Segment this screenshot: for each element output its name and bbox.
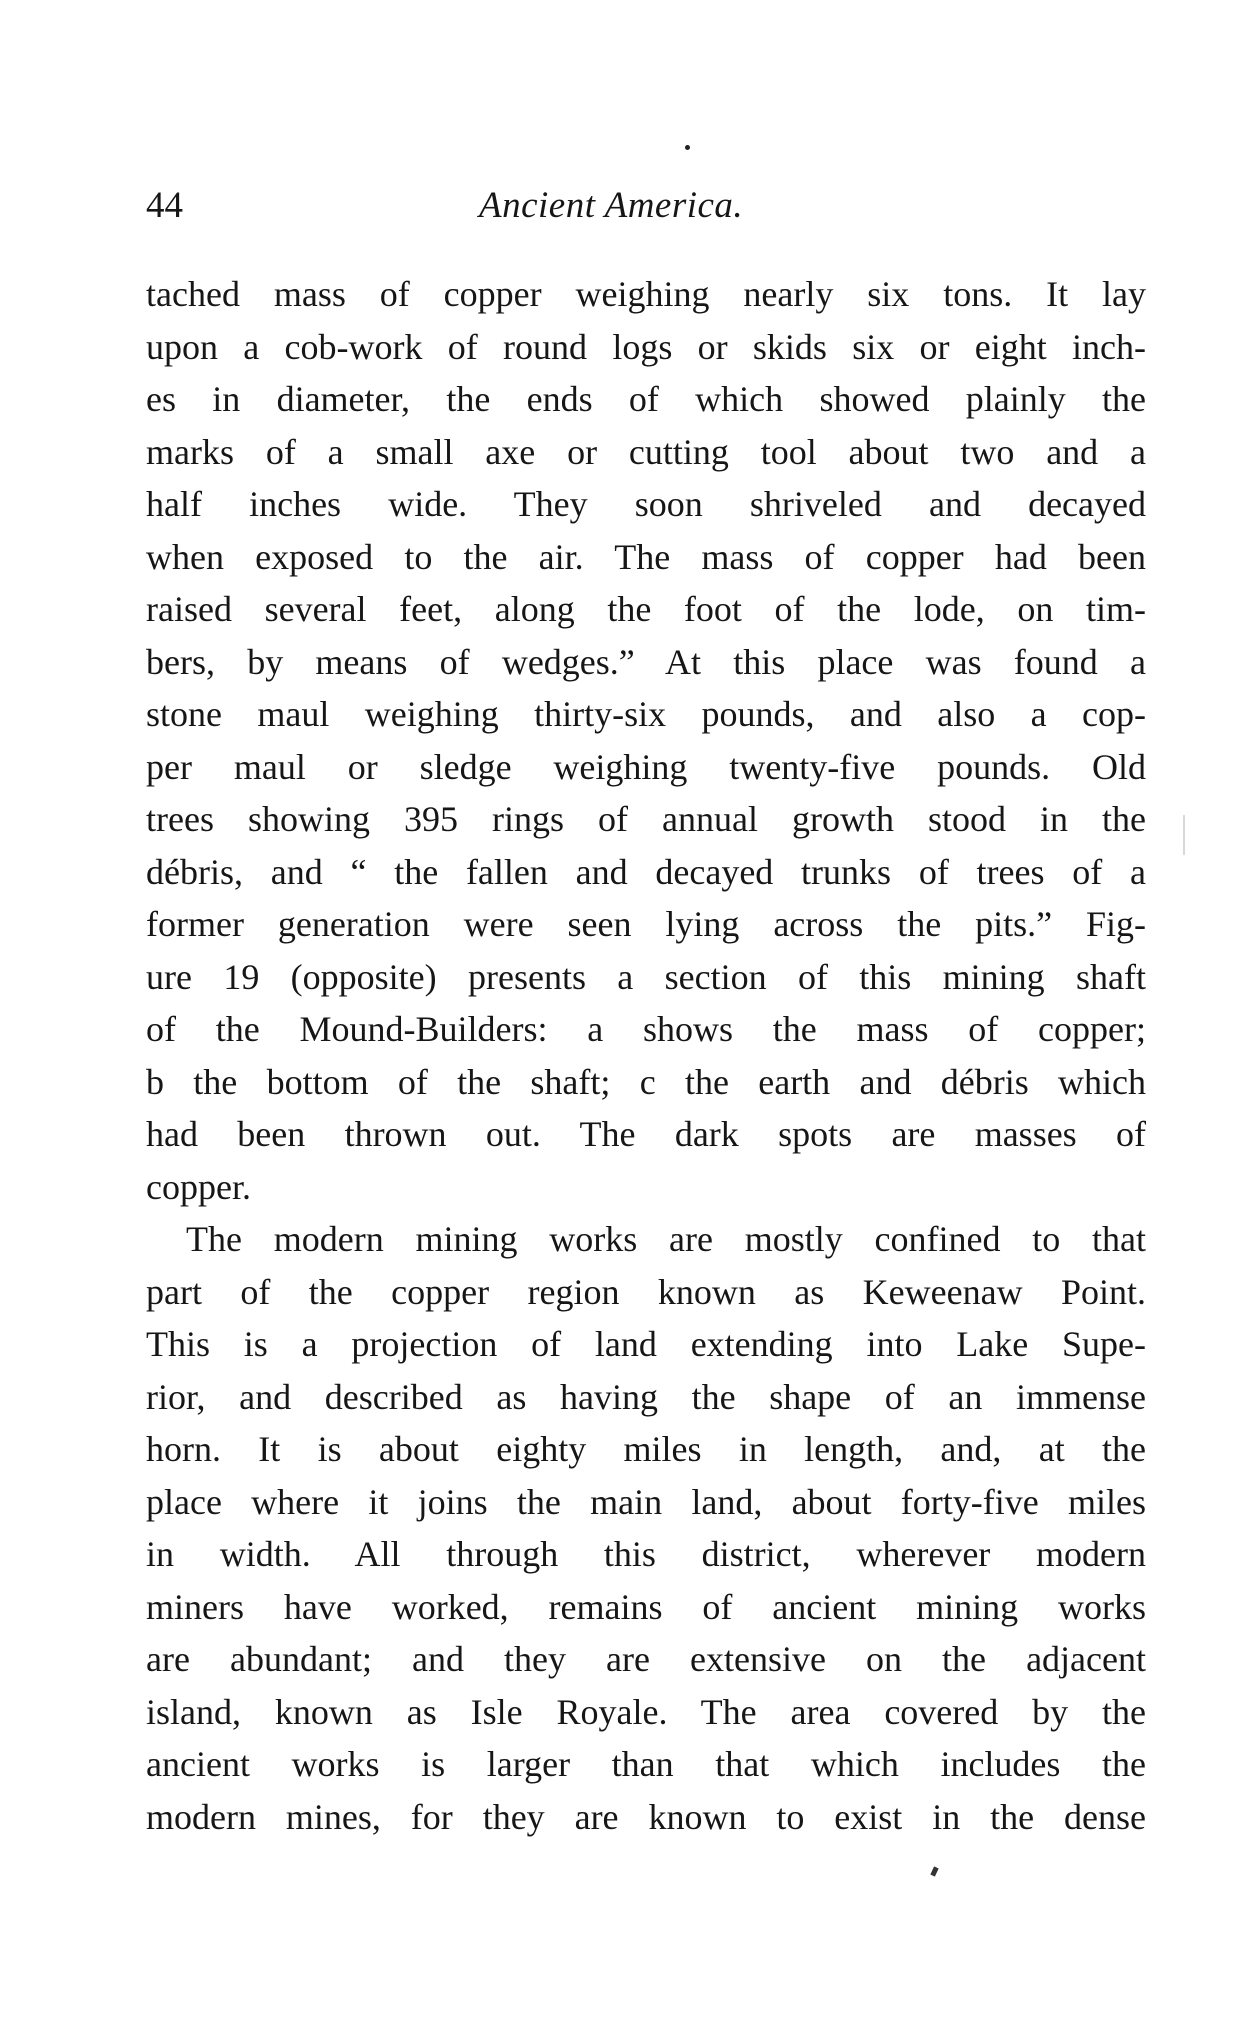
text-line: miners have worked, remains of ancient mining works (146, 1586, 1146, 1627)
text-line: This is a projection of land extending into Lake Supe- (146, 1324, 1146, 1364)
text-line: half inches wide. They soon shriveled and decayed (146, 484, 1146, 524)
text-line: débris, and “ the fallen and decayed trunks of trees of a (146, 851, 1146, 892)
text-line: per maul or sledge weighing twenty-five pounds. Old (146, 746, 1146, 787)
text-line: island, known as Isle Royale. The area covered by the (146, 1691, 1146, 1732)
running-title: Ancient America. (479, 185, 744, 226)
text-line: modern mines, for they are known to exist in the dense (146, 1796, 1146, 1837)
text-line: raised several feet, along the foot of the lode, on tim- (146, 589, 1146, 629)
scan-margin-mark (1183, 815, 1185, 855)
text-line: stone maul weighing thirty-six pounds, and also a cop- (146, 694, 1146, 734)
text-line: bers, by means of wedges.” At this place was found a (146, 641, 1146, 682)
running-head (146, 184, 1146, 234)
text-line: The modern mining works are mostly confined to that (186, 1219, 1146, 1259)
page-number: 44 (146, 185, 183, 226)
paragraph-2 (146, 1213, 1146, 1843)
text-line: part of the copper region known as Keweenaw Point. (146, 1271, 1146, 1312)
text-line: tached mass of copper weighing nearly six tons. It lay (146, 274, 1146, 314)
text-line: had been thrown out. The dark spots are masses of (146, 1114, 1146, 1154)
text-line: b the bottom of the shaft; c the earth and débris which (146, 1061, 1146, 1102)
text-line: place where it joins the main land, about forty-five miles (146, 1481, 1146, 1522)
text-line: horn. It is about eighty miles in length, and, at the (146, 1429, 1146, 1469)
text-line: ancient works is larger than that which includes the (146, 1744, 1146, 1784)
text-line: marks of a small axe or cutting tool about two and a (146, 431, 1146, 472)
text-line: when exposed to the air. The mass of copper had been (146, 536, 1146, 577)
text-line: of the Mound-Builders: a shows the mass of copper; (146, 1009, 1146, 1049)
body-text (146, 268, 1146, 1843)
text-line: copper. (146, 1166, 251, 1207)
text-line: ure 19 (opposite) presents a section of this mining shaft (146, 956, 1146, 997)
text-line: rior, and described as having the shape of an immense (146, 1376, 1146, 1417)
text-line: trees showing 395 rings of annual growth stood in the (146, 799, 1146, 839)
ink-mark (930, 1866, 938, 1876)
ink-speck (685, 145, 690, 150)
text-line: in width. All through this district, wherever modern (146, 1534, 1146, 1574)
text-line: upon a cob-work of round logs or skids six or eight inch- (146, 326, 1146, 367)
text-line: es in diameter, the ends of which showed plainly the (146, 379, 1146, 419)
text-line: former generation were seen lying across the pits.” Fig- (146, 904, 1146, 944)
text-line: are abundant; and they are extensive on the adjacent (146, 1639, 1146, 1679)
paragraph-1 (146, 268, 1146, 1213)
